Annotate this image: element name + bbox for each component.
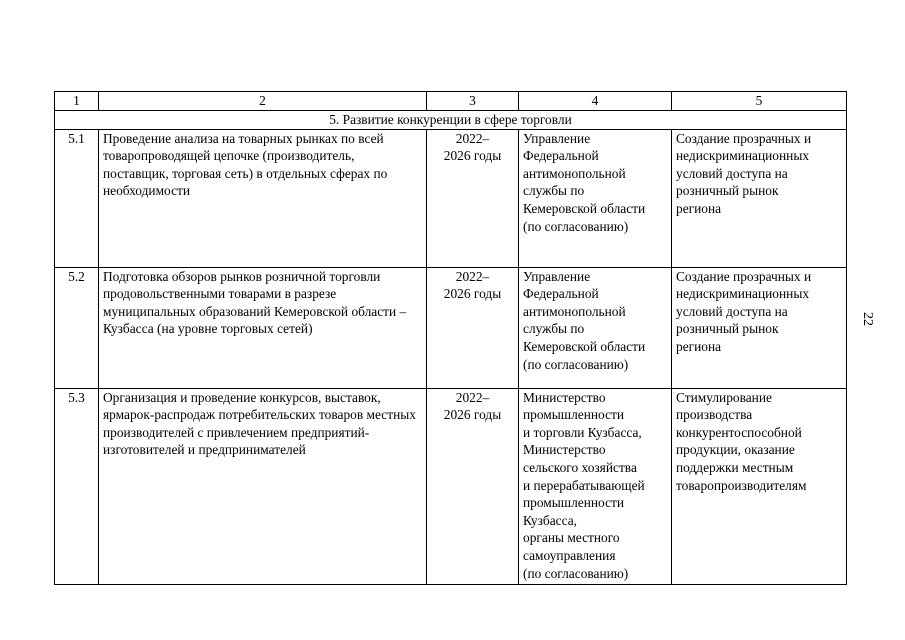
executor-cell: Управление Федеральной антимонопольной службы по Кемеровской области (по согласованию)	[519, 267, 672, 388]
table-row	[55, 129, 847, 267]
section-row	[55, 110, 847, 129]
table-row	[55, 388, 847, 584]
period-cell: 2022– 2026 годы	[427, 129, 519, 267]
measure-cell: Подготовка обзоров рынков розничной торговли продовольственными товарами в разрезе муниципальных образований Кемеровской области – Кузбасса (на уровне торговых сетей)	[99, 267, 427, 388]
column-number: 5	[672, 92, 847, 111]
row-number: 5.2	[55, 267, 99, 388]
section-title: 5. Развитие конкуренции в сфере торговли	[55, 110, 847, 129]
row-number: 5.3	[55, 388, 99, 584]
executor-cell: Министерство промышленности и торговли Кузбасса, Министерство сельского хозяйства и перерабатывающей промышленности Кузбасса, органы местного самоуправления (по согласованию)	[519, 388, 672, 584]
row-number: 5.1	[55, 129, 99, 267]
plan-table	[54, 91, 847, 585]
measure-cell: Организация и проведение конкурсов, выставок, ярмарок-распродаж потребительских товаров местных производителей с привлечением предприятий-изготовителей и предпринимателей	[99, 388, 427, 584]
executor-cell: Управление Федеральной антимонопольной службы по Кемеровской области (по согласованию)	[519, 129, 672, 267]
column-number: 1	[55, 92, 99, 111]
result-cell: Создание прозрачных и недискриминационных условий доступа на розничный рынок региона	[672, 267, 847, 388]
page-number: 22	[860, 312, 875, 326]
period-cell: 2022– 2026 годы	[427, 388, 519, 584]
column-number: 3	[427, 92, 519, 111]
period-cell: 2022– 2026 годы	[427, 267, 519, 388]
column-number: 4	[519, 92, 672, 111]
column-number: 2	[99, 92, 427, 111]
table-row	[55, 267, 847, 388]
column-number-row	[55, 92, 847, 111]
result-cell: Создание прозрачных и недискриминационных условий доступа на розничный рынок региона	[672, 129, 847, 267]
result-cell: Стимулирование производства конкурентоспособной продукции, оказание поддержки местным товаропроизводителям	[672, 388, 847, 584]
measure-cell: Проведение анализа на товарных рынках по всей товаропроводящей цепочке (производитель, поставщик, торговая сеть) в отдельных сферах по необходимости	[99, 129, 427, 267]
